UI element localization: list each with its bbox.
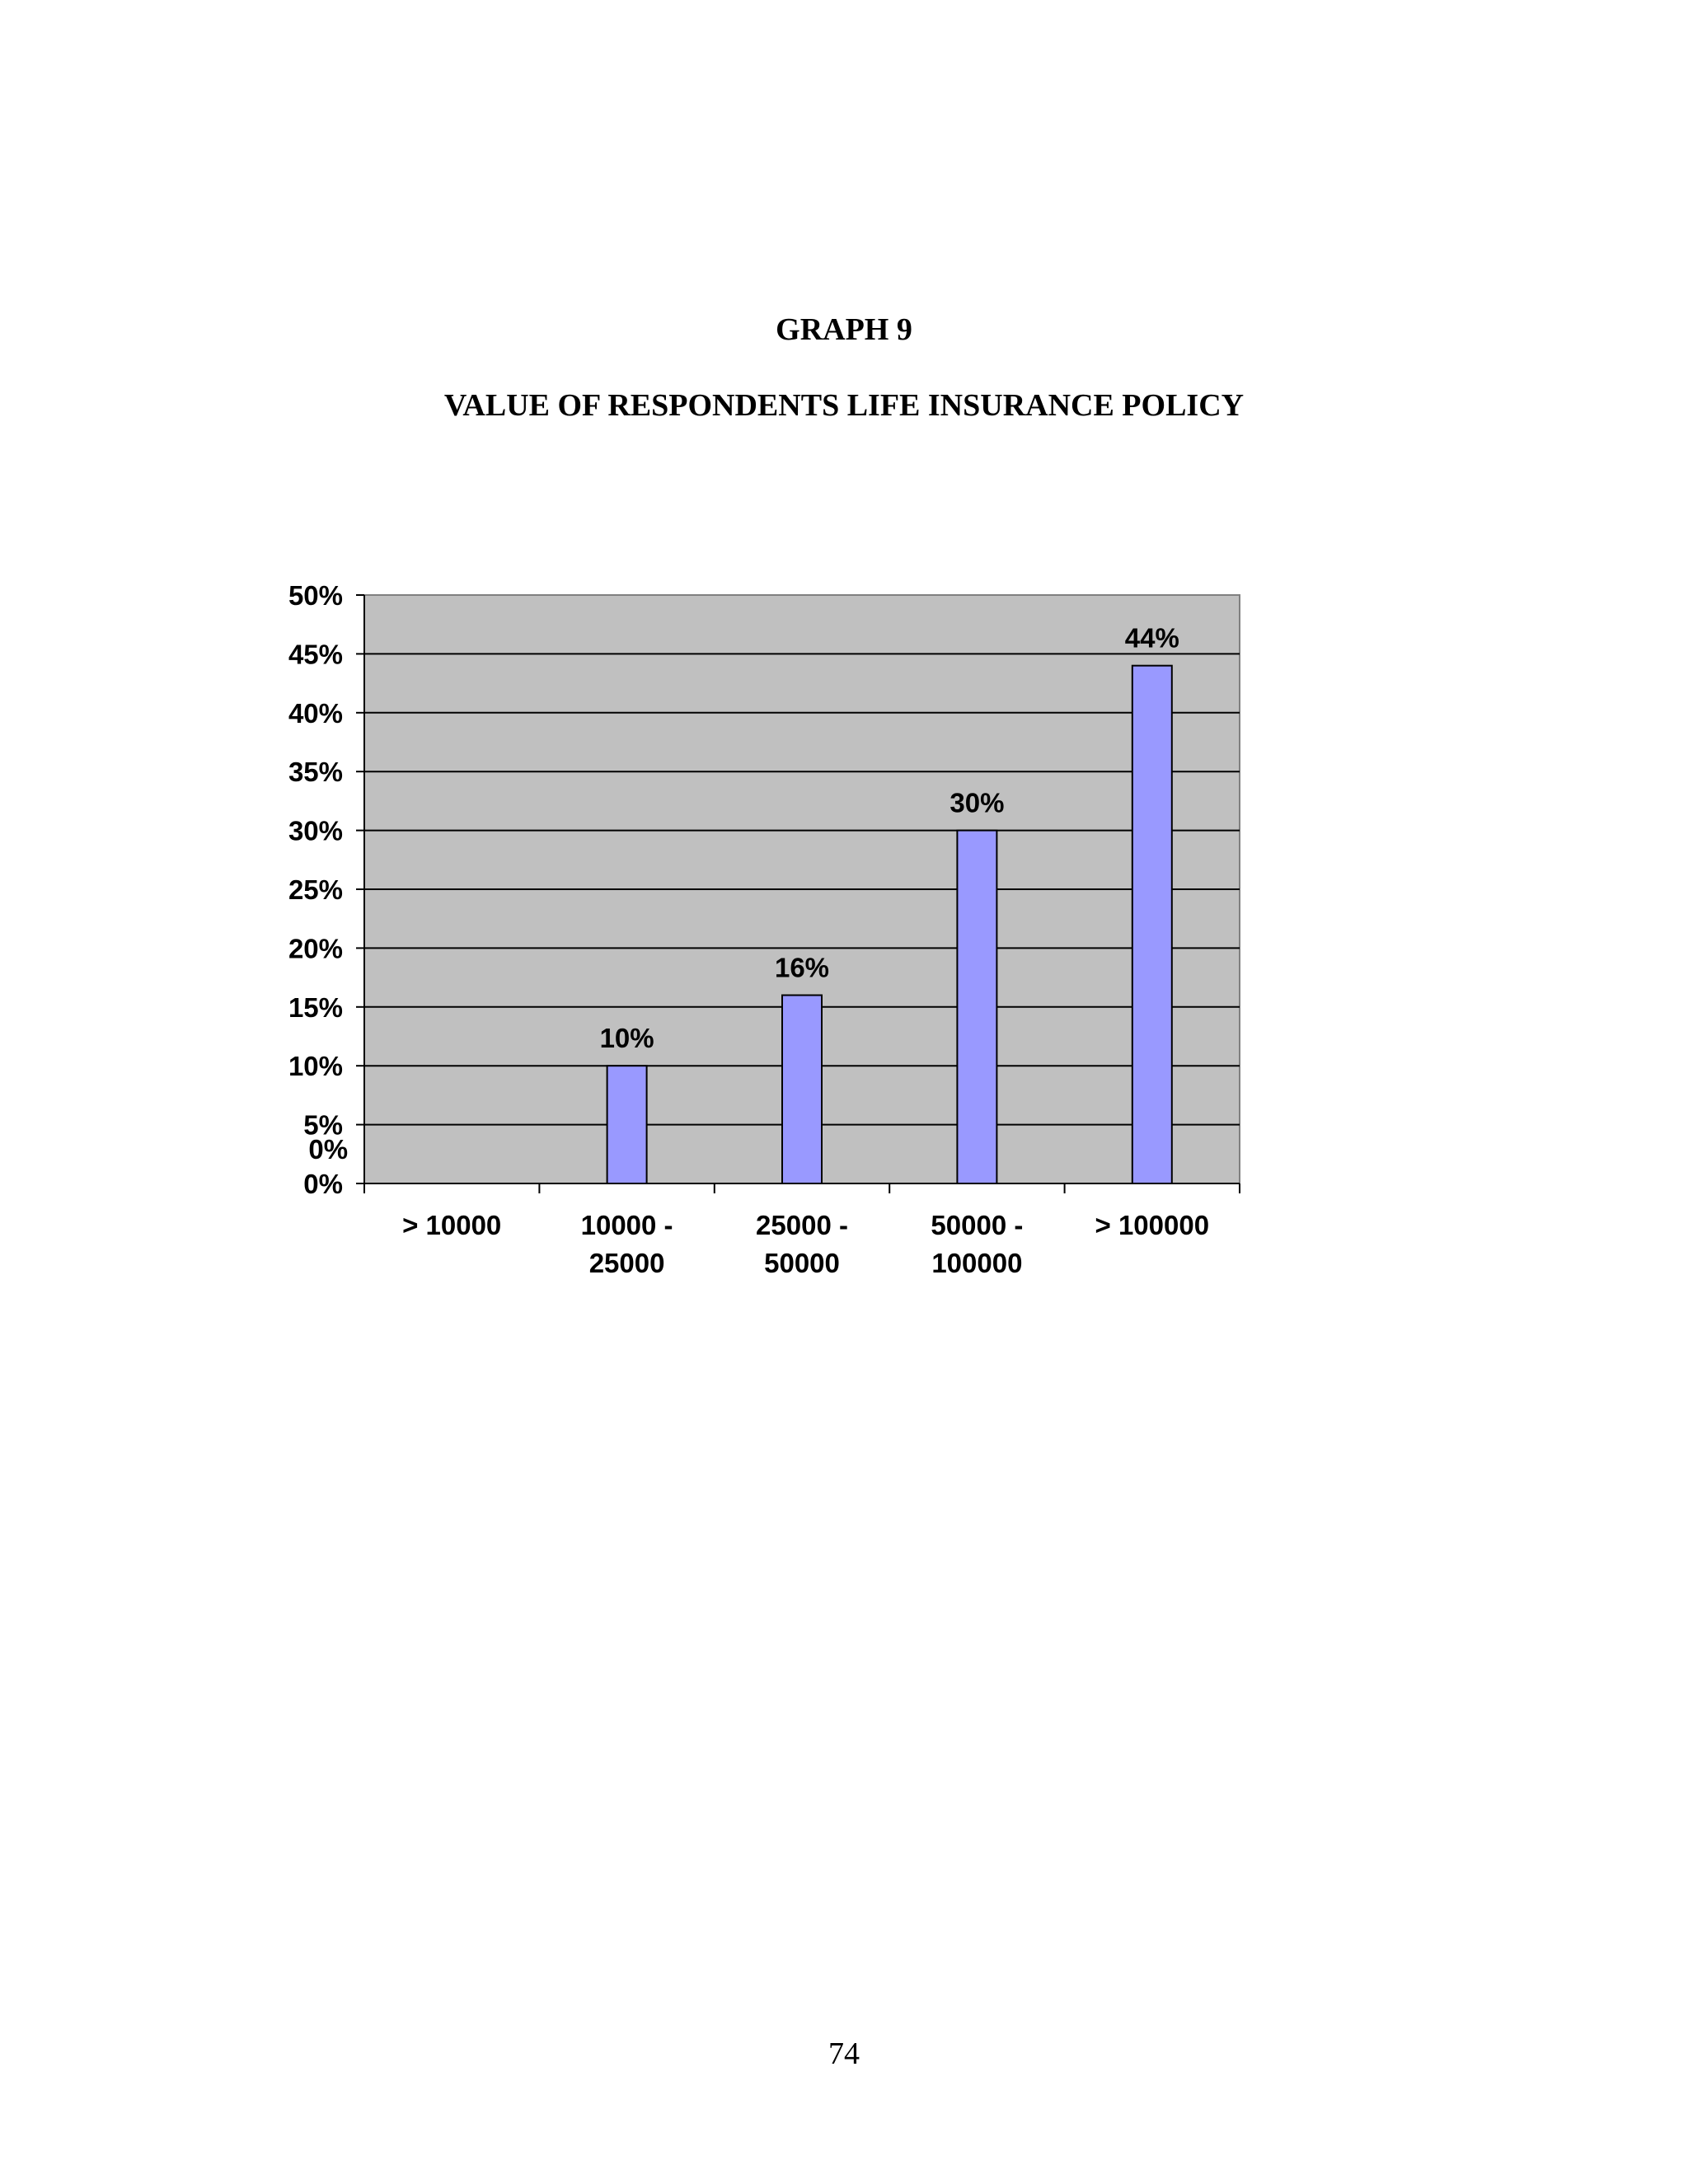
graph-number: GRAPH 9: [776, 312, 912, 347]
data-label: 10%: [599, 1023, 654, 1054]
y-tick-label: 0%: [303, 1169, 343, 1199]
page-number: 74: [828, 2036, 860, 2071]
x-tick-label: > 100000: [1095, 1210, 1210, 1240]
chart-title: VALUE OF RESPONDENTS LIFE INSURANCE POLICY: [443, 388, 1245, 423]
y-tick-label: 15%: [288, 991, 343, 1023]
y-tick-label: 10%: [288, 1051, 343, 1082]
data-label: 0%: [308, 1134, 349, 1165]
y-tick-label: 45%: [288, 639, 343, 670]
data-label: 44%: [1124, 622, 1179, 654]
y-tick-label: 30%: [288, 815, 343, 846]
bar: [957, 831, 996, 1183]
plot-area: [288, 580, 1240, 1278]
x-tick-label: 10000 -: [580, 1210, 673, 1240]
bar: [607, 1066, 647, 1183]
x-tick-label: 100000: [931, 1248, 1023, 1278]
y-tick-label: 40%: [288, 697, 343, 729]
x-tick-label: 25000: [588, 1248, 665, 1278]
x-tick-label: 25000 -: [756, 1210, 848, 1240]
x-tick-label: > 10000: [402, 1210, 502, 1240]
data-label: 30%: [950, 787, 1005, 818]
x-tick-label: 50000 -: [931, 1210, 1024, 1240]
y-tick-label: 25%: [288, 874, 343, 905]
y-tick-label: 5%: [303, 1109, 343, 1141]
y-tick-label: 20%: [288, 933, 343, 964]
data-label: 16%: [774, 952, 830, 983]
bar: [1132, 666, 1172, 1183]
bar: [782, 996, 822, 1183]
y-tick-label: 35%: [288, 757, 343, 788]
y-tick-label: 50%: [288, 580, 343, 611]
x-tick-label: 50000: [764, 1248, 840, 1278]
